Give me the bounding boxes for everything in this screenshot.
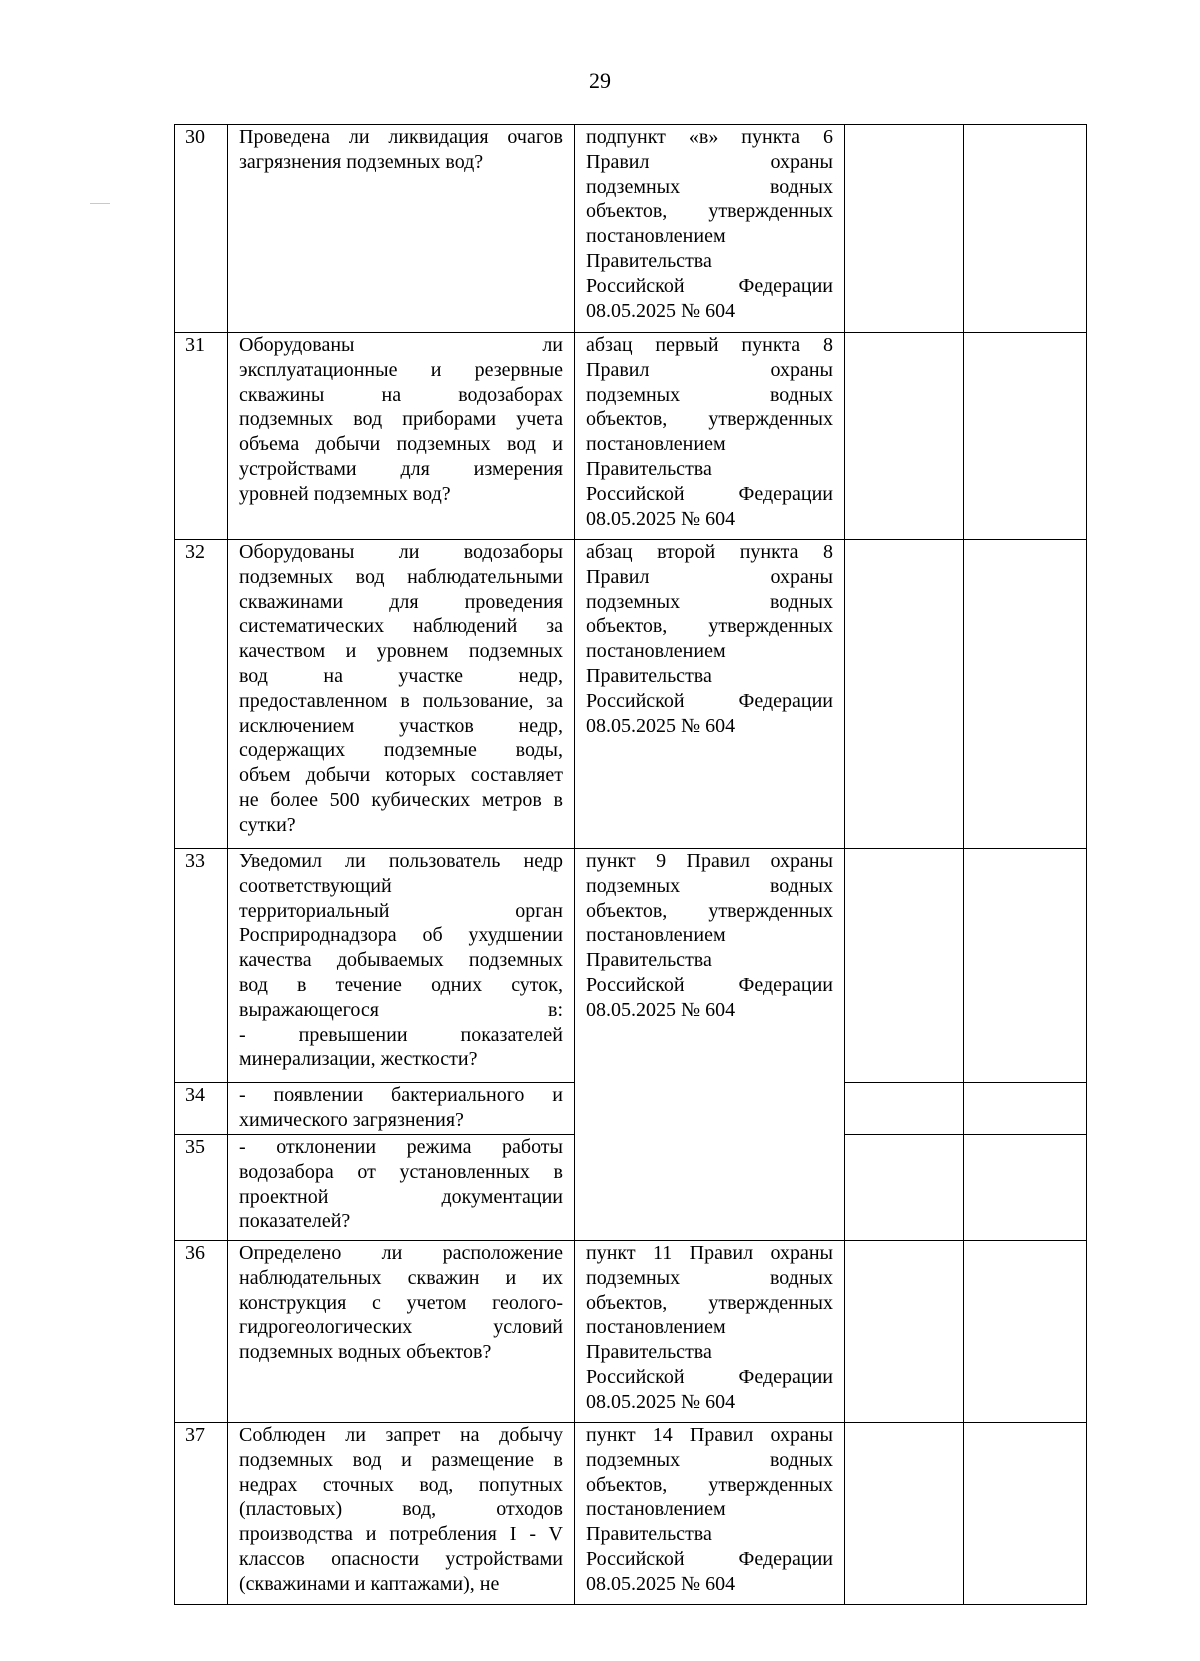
reference-line: пункт 9 Правил охраны xyxy=(586,850,833,872)
question-line: классов опасности устройствами xyxy=(239,1547,563,1570)
question-line: подземных вод наблюдательными xyxy=(239,565,563,588)
table-row xyxy=(175,333,1087,540)
question-line: скважины на водозаборах xyxy=(239,383,563,406)
note-cell[interactable] xyxy=(964,333,1087,540)
question-line: проектной документации xyxy=(239,1185,563,1208)
question-line: качества добываемых подземных xyxy=(239,949,563,972)
reference-line: абзац второй пункта 8 xyxy=(586,541,833,563)
reference-line: объектов, утвержденных xyxy=(586,200,833,223)
question-line: Оборудованы ли xyxy=(239,334,563,356)
reference-line: Правил охраны xyxy=(586,565,833,588)
table-row xyxy=(175,540,1087,849)
reference-line: постановлением xyxy=(586,924,726,947)
row-number-text: 32 xyxy=(185,541,205,563)
answer-cell[interactable] xyxy=(845,1083,964,1135)
note-cell[interactable] xyxy=(964,125,1087,333)
row-number-text: 36 xyxy=(185,1242,205,1264)
reference-line: Российской Федерации xyxy=(586,1547,833,1570)
question-line: не более 500 кубических метров в xyxy=(239,788,563,811)
question-cell xyxy=(228,125,575,333)
reference-line: постановлением xyxy=(586,433,726,456)
question-line: производства и потребления I - V xyxy=(239,1523,563,1546)
checklist-table xyxy=(174,124,1087,1605)
row-number-text: 30 xyxy=(185,126,205,148)
row-number-text: 33 xyxy=(185,850,205,872)
question-line: эксплуатационные и резервные xyxy=(239,358,563,381)
note-cell[interactable] xyxy=(964,540,1087,849)
answer-cell[interactable] xyxy=(845,125,964,333)
table-row xyxy=(175,849,1087,1083)
reference-line: постановлением xyxy=(586,1316,726,1339)
reference-line: подземных водных xyxy=(586,175,833,198)
answer-cell[interactable] xyxy=(845,849,964,1083)
question-line: устройствами для измерения xyxy=(239,457,563,480)
reference-line: Российской Федерации xyxy=(586,689,833,712)
reference-cell xyxy=(575,1241,845,1423)
question-line: содержащих подземные воды, xyxy=(239,739,563,762)
question-cell xyxy=(228,333,575,540)
reference-line: 08.05.2025 № 604 xyxy=(586,1390,736,1413)
answer-cell[interactable] xyxy=(845,1241,964,1423)
question-cell xyxy=(228,540,575,849)
reference-line: подземных водных xyxy=(586,1266,833,1289)
reference-cell xyxy=(575,849,845,1241)
reference-cell xyxy=(575,333,845,540)
question-line: - превышении показателей xyxy=(239,1023,563,1046)
question-line: минерализации, жесткости? xyxy=(239,1048,478,1071)
reference-line: Правительства xyxy=(586,1523,712,1546)
question-line: территориальный орган xyxy=(239,899,563,922)
reference-cell xyxy=(575,540,845,849)
reference-line: подземных водных xyxy=(586,590,833,613)
reference-cell xyxy=(575,125,845,333)
question-line: конструкция с учетом геолого- xyxy=(239,1291,563,1314)
row-number-text: 37 xyxy=(185,1424,205,1446)
reference-line: Правил охраны xyxy=(586,358,833,381)
reference-line: пункт 11 Правил охраны xyxy=(586,1242,833,1264)
question-line: Росприроднадзора об ухудшении xyxy=(239,924,563,947)
question-line: недрах сточных вод, попутных xyxy=(239,1473,563,1496)
reference-line: подземных водных xyxy=(586,1448,833,1471)
question-line: Оборудованы ли водозаборы xyxy=(239,541,563,563)
reference-line: постановлением xyxy=(586,640,726,663)
question-line: уровней подземных вод? xyxy=(239,482,451,505)
question-line: скважинами для проведения xyxy=(239,590,563,613)
table-row xyxy=(175,1423,1087,1605)
reference-line: Правительства xyxy=(586,949,712,972)
question-cell xyxy=(228,1083,575,1135)
reference-line: Правительства xyxy=(586,664,712,687)
note-cell[interactable] xyxy=(964,1135,1087,1241)
table-row xyxy=(175,125,1087,333)
reference-line: Российской Федерации xyxy=(586,482,833,505)
question-line: показателей? xyxy=(239,1210,351,1233)
reference-line: объектов, утвержденных xyxy=(586,899,833,922)
question-line: вод в течение одних суток, xyxy=(239,973,563,996)
reference-line: подземных водных xyxy=(586,874,833,897)
question-line: исключением участков недр, xyxy=(239,714,563,737)
question-line: подземных водных объектов? xyxy=(239,1341,492,1364)
reference-line: Правительства xyxy=(586,249,712,272)
question-cell xyxy=(228,1135,575,1241)
reference-cell xyxy=(575,1423,845,1605)
reference-line: 08.05.2025 № 604 xyxy=(586,998,736,1021)
answer-cell[interactable] xyxy=(845,1423,964,1605)
question-line: вод на участке недр, xyxy=(239,664,563,687)
question-line: наблюдательных скважин и их xyxy=(239,1266,563,1289)
question-line: загрязнения подземных вод? xyxy=(239,150,484,173)
question-line: выражающегося в: xyxy=(239,998,563,1021)
question-line: подземных вод приборами учета xyxy=(239,408,563,431)
answer-cell[interactable] xyxy=(845,540,964,849)
row-number xyxy=(175,125,228,333)
row-number xyxy=(175,1135,228,1241)
reference-line: постановлением xyxy=(586,225,726,248)
note-cell[interactable] xyxy=(964,1241,1087,1423)
page-number: 29 xyxy=(589,68,611,93)
question-line: (скважинами и каптажами), не xyxy=(239,1572,500,1595)
reference-line: Российской Федерации xyxy=(586,973,833,996)
question-cell xyxy=(228,1241,575,1423)
row-number xyxy=(175,1423,228,1605)
question-line: объема добычи подземных вод и xyxy=(239,433,563,456)
reference-line: подземных водных xyxy=(586,383,833,406)
question-cell xyxy=(228,849,575,1083)
reference-line: Правительства xyxy=(586,1341,712,1364)
note-cell[interactable] xyxy=(964,849,1087,1083)
reference-line: 08.05.2025 № 604 xyxy=(586,299,736,322)
reference-line: 08.05.2025 № 604 xyxy=(586,1572,736,1595)
question-line: систематических наблюдений за xyxy=(239,615,563,638)
row-number xyxy=(175,849,228,1083)
question-line: (пластовых) вод, отходов xyxy=(239,1498,563,1521)
row-number-text: 34 xyxy=(185,1084,205,1106)
note-cell[interactable] xyxy=(964,1083,1087,1135)
reference-line: 08.05.2025 № 604 xyxy=(586,507,736,530)
question-line: подземных вод и размещение в xyxy=(239,1448,563,1471)
question-line: Проведена ли ликвидация очагов xyxy=(239,126,563,148)
reference-line: постановлением xyxy=(586,1498,726,1521)
answer-cell[interactable] xyxy=(845,333,964,540)
answer-cell[interactable] xyxy=(845,1135,964,1241)
reference-line: Правительства xyxy=(586,457,712,480)
row-number xyxy=(175,1083,228,1135)
row-number xyxy=(175,540,228,849)
reference-line: подпункт «в» пункта 6 xyxy=(586,126,833,148)
question-line: Определено ли расположение xyxy=(239,1242,563,1264)
reference-line: Правил охраны xyxy=(586,150,833,173)
question-line: сутки? xyxy=(239,813,296,836)
row-number-text: 31 xyxy=(185,334,205,356)
reference-line: объектов, утвержденных xyxy=(586,1473,833,1496)
question-line: предоставленном в пользование, за xyxy=(239,689,563,712)
question-line: химического загрязнения? xyxy=(239,1108,464,1131)
reference-line: объектов, утвержденных xyxy=(586,1291,833,1314)
reference-line: абзац первый пункта 8 xyxy=(586,334,833,356)
reference-line: пункт 14 Правил охраны xyxy=(586,1424,833,1446)
table-row xyxy=(175,1241,1087,1423)
question-cell xyxy=(228,1423,575,1605)
scan-artifact xyxy=(90,203,110,204)
reference-line: Российской Федерации xyxy=(586,274,833,297)
note-cell[interactable] xyxy=(964,1423,1087,1605)
question-line: - отклонении режима работы xyxy=(239,1136,563,1158)
row-number xyxy=(175,1241,228,1423)
question-line: соответствующий xyxy=(239,874,392,897)
question-line: - появлении бактериального и xyxy=(239,1084,563,1106)
reference-line: объектов, утвержденных xyxy=(586,615,833,638)
question-line: объем добычи которых составляет xyxy=(239,764,563,787)
question-line: качеством и уровнем подземных xyxy=(239,640,563,663)
row-number xyxy=(175,333,228,540)
question-line: Уведомил ли пользователь недр xyxy=(239,850,563,872)
row-number-text: 35 xyxy=(185,1136,205,1158)
question-line: Соблюден ли запрет на добычу xyxy=(239,1424,563,1446)
question-line: водозабора от установленных в xyxy=(239,1160,563,1183)
reference-line: Российской Федерации xyxy=(586,1365,833,1388)
reference-line: 08.05.2025 № 604 xyxy=(586,714,736,737)
question-line: гидрогеологических условий xyxy=(239,1316,563,1339)
reference-line: объектов, утвержденных xyxy=(586,408,833,431)
